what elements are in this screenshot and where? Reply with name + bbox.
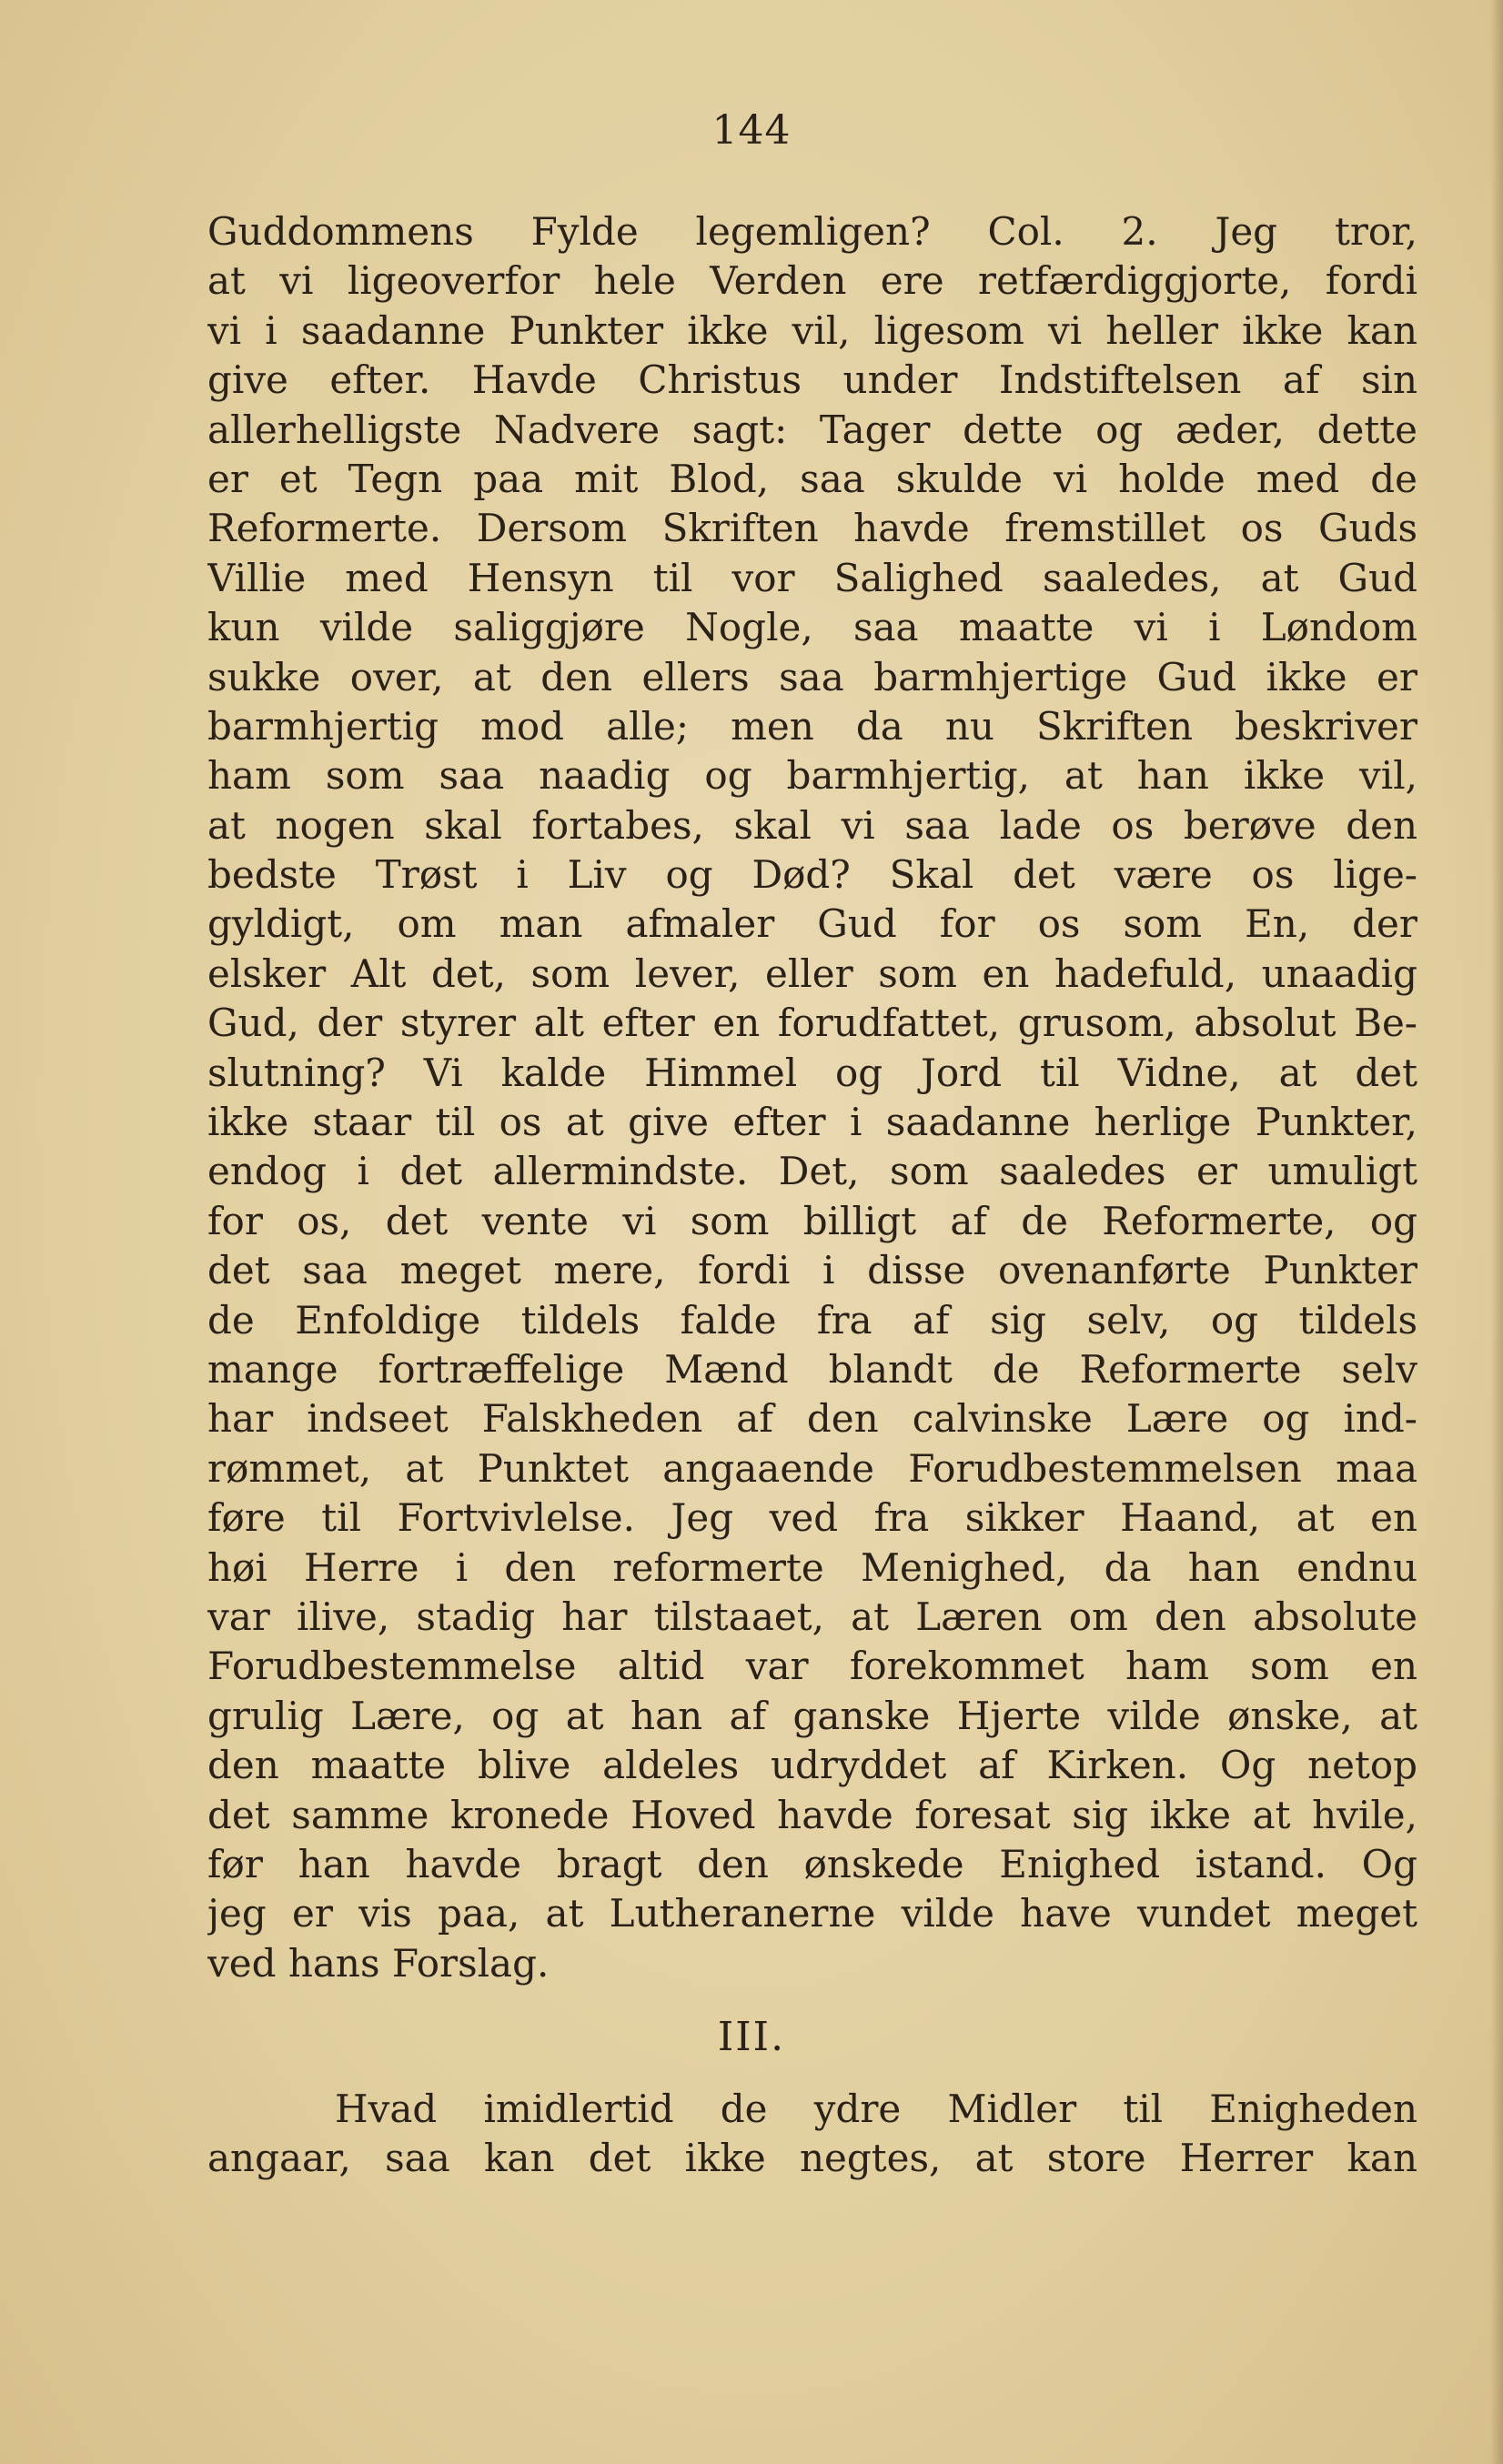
text-line: gyldigt, om man afmaler Gud for os som En, der <box>207 901 1417 947</box>
text-line: ikke staar til os at give efter i saadanne herlige Punkter, <box>207 1100 1417 1145</box>
text-line: at nogen skal fortabes, skal vi saa lade os berøve den <box>207 802 1417 848</box>
text-line: mange fortræffelige Mænd blandt de Reformerte selv <box>207 1346 1417 1392</box>
text-line: høi Herre i den reformerte Menighed, da han endnu <box>207 1544 1417 1590</box>
text-line: før han havde bragt den ønskede Enighed istand. Og <box>207 1841 1417 1886</box>
text-line: grulig Lære, og at han af ganske Hjerte vilde ønske, at <box>207 1693 1417 1738</box>
text-line: jeg er vis paa, at Lutheranerne vilde have vundet meget <box>207 1891 1417 1936</box>
text-line: allerhelligste Nadvere sagt: Tager dette og æder, dette <box>207 407 1417 452</box>
text-line: rømmet, at Punktet angaaende Forudbestemmelsen maa <box>207 1445 1417 1491</box>
text-line: vi i saadanne Punkter ikke vil, ligesom vi heller ikke kan <box>207 307 1417 353</box>
text-line: at vi ligeoverfor hele Verden ere retfærdiggjorte, fordi <box>207 258 1417 304</box>
text-line: sukke over, at den ellers saa barmhjertige Gud ikke er <box>207 654 1417 699</box>
text-line: det samme kronede Hoved havde foresat sig ikke at hvile, <box>207 1792 1417 1837</box>
text-line: ham som saa naadig og barmhjertig, at han ikke vil, <box>207 753 1417 799</box>
text-line: bedste Trøst i Liv og Død? Skal det være os lige- <box>207 852 1417 898</box>
text-line: har indseet Falskheden af den calvinske Lære og ind- <box>207 1396 1417 1442</box>
text-line: endog i det allermindste. Det, som saaledes er umuligt <box>207 1149 1417 1194</box>
text-line: føre til Fortvivlelse. Jeg ved fra sikker Haand, at en <box>207 1495 1417 1541</box>
paragraph-1 <box>207 207 1417 1988</box>
section-heading: III. <box>717 2014 786 2060</box>
text-line: angaar, saa kan det ikke negtes, at store Herrer kan <box>207 2136 1417 2181</box>
text-line: Hvad imidlertid de ydre Midler til Enigheden <box>335 2087 1417 2131</box>
text-line: Forudbestemmelse altid var forekommet ham som en <box>207 1644 1417 1689</box>
text-line: er et Tegn paa mit Blod, saa skulde vi holde med de <box>207 456 1417 501</box>
text-line: ved hans Forslag. <box>207 1940 550 1986</box>
text-line: slutning? Vi kalde Himmel og Jord til Vidne, at det <box>207 1050 1417 1095</box>
text-line: de Enfoldige tildels falde fra af sig selv, og tildels <box>207 1297 1417 1343</box>
text-line: Gud, der styrer alt efter en forudfattet, grusom, absolut Be- <box>207 1001 1417 1046</box>
text-line: Guddommens Fylde legemligen? Col. 2. Jeg tror, <box>207 209 1417 254</box>
text-line: Reformerte. Dersom Skriften havde fremstillet os Guds <box>207 506 1417 551</box>
text-line: var ilive, stadig har tilstaaet, at Læren om den absolute <box>207 1594 1417 1639</box>
text-line: den maatte blive aldeles udryddet af Kirken. Og netop <box>207 1743 1417 1788</box>
paragraph-2 <box>207 2085 1417 2184</box>
text-line: Villie med Hensyn til vor Salighed saaledes, at Gud <box>207 555 1417 600</box>
page-number: 144 <box>711 107 792 154</box>
text-line: kun vilde saliggjøre Nogle, saa maatte vi i Løndom <box>207 605 1417 650</box>
text-line: det saa meget mere, fordi i disse ovenanførte Punkter <box>207 1248 1417 1293</box>
page-edge-shadow <box>1490 0 1503 2464</box>
text-line: for os, det vente vi som billigt af de Reformerte, og <box>207 1198 1417 1243</box>
text-line: give efter. Havde Christus under Indstiftelsen af sin <box>207 357 1417 403</box>
text-line: elsker Alt det, som lever, eller som en hadefuld, unaadig <box>207 950 1417 996</box>
text-line: barmhjertig mod alle; men da nu Skriften beskriver <box>207 703 1417 749</box>
